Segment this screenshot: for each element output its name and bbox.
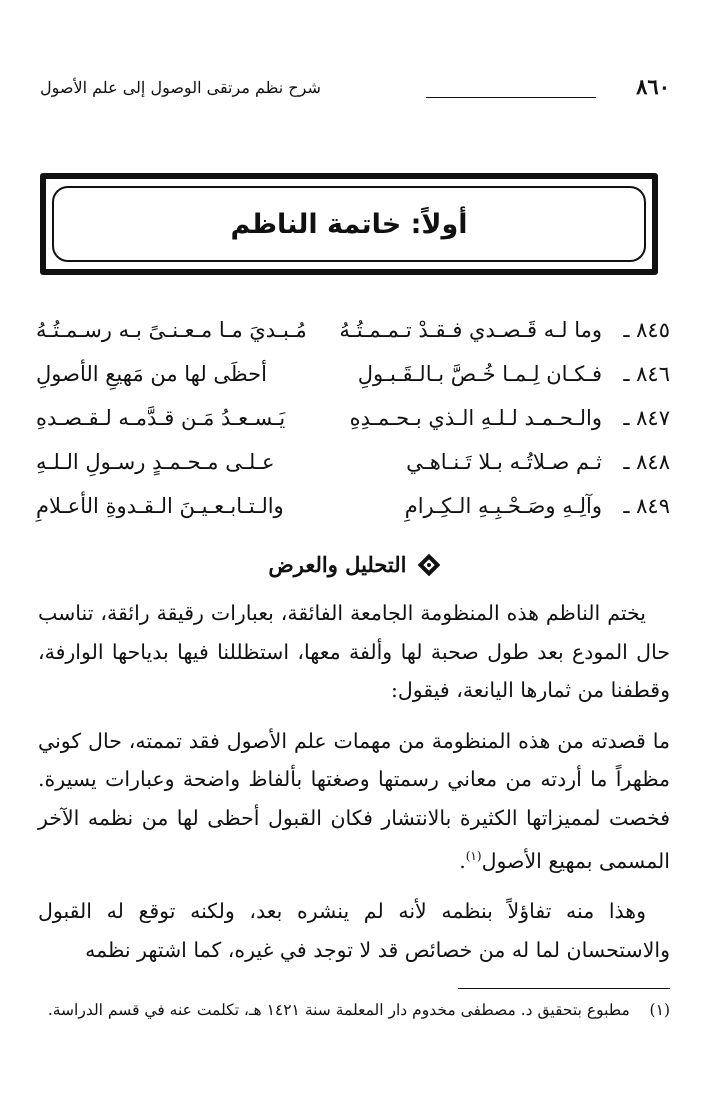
verse-second-hemistich: يَـسـعـدُ مَـن قـدَّمـه لـقـصـدهِ: [36, 406, 286, 430]
paragraph: [38, 722, 670, 881]
verse-line: [36, 494, 670, 538]
verse-second-hemistich: والـتـابـعـيـنَ الـقـدوةِ الأعـلامِ: [36, 494, 284, 518]
verse-second-hemistich: عـلـى مـحـمـدٍ رسـولِ الـلـهِ: [36, 450, 275, 474]
footnote-ref[interactable]: (١): [465, 849, 482, 863]
footnote: [38, 998, 670, 1022]
verse-number: ٨٤٩ ـ: [623, 494, 670, 518]
paragraph-end: .: [459, 848, 466, 873]
verse-second-hemistich: مُـبـديَ مـا مـعـنـىً بـه رسـمـتُـهُ: [36, 318, 307, 342]
header-rule: [426, 97, 596, 98]
verse-first-hemistich: وما لـه قَـصـدي فـقـدْ تـمـمـتُـهُ: [339, 318, 602, 342]
footnote-marker: (١): [649, 1001, 670, 1019]
title-frame: [40, 173, 658, 275]
footnote-text: مطبوع بتحقيق د. مصطفى مخدوم دار المعلمة سنة ١٤٢١ هـ، تكلمت عنه في قسم الدراسة.: [47, 1001, 630, 1019]
verses-block: [36, 318, 670, 538]
analysis-heading: [38, 552, 670, 584]
verse-line: [36, 406, 670, 450]
verse-line: [36, 318, 670, 362]
verse-line: [36, 362, 670, 406]
verse-first-hemistich: ثـم صـلاتُـه بـلا تَـنـاهـي: [406, 450, 602, 474]
running-header: [40, 72, 670, 106]
running-title: شرح نظم مرتقى الوصول إلى علم الأصول: [40, 78, 321, 97]
verse-first-hemistich: والـحـمـد لـلـهِ الـذي بـحـمـدِهِ: [349, 406, 602, 430]
verse-number: ٨٤٥ ـ: [623, 318, 670, 342]
paragraph: [38, 892, 670, 969]
ornament-icon: [418, 554, 440, 576]
verse-first-hemistich: فـكـان لِـمـا خُـصَّ بـالـقَـبـولِ: [357, 362, 602, 386]
verse-line: [36, 450, 670, 494]
verse-number: ٨٤٨ ـ: [623, 450, 670, 474]
verse-first-hemistich: وآلِـهِ وصَـحْـبِـهِ الـكِـرامِ: [404, 494, 602, 518]
commentary: [38, 594, 670, 969]
verse-number: ٨٤٦ ـ: [623, 362, 670, 386]
verse-number: ٨٤٧ ـ: [623, 406, 670, 430]
analysis-heading-text: التحليل والعرض: [268, 552, 407, 577]
paragraph-text: يختم الناظم هذه المنظومة الجامعة الفائقة، بعبارات رقيقة رائقة، تناسب حال المودع بعد طول صحبة لها وألفة معها، استظللنا فيها بدياحها الوارفة، وقطفنا من ثمارها اليانعة، فيقول:: [38, 601, 670, 702]
title-frame-inner: [52, 186, 646, 262]
paragraph: [38, 594, 670, 710]
section-title: أولاً: خاتمة الناظم: [230, 208, 468, 240]
paragraph-text: وهذا منه تفاؤلاً بنظمه لأنه لم ينشره بعد، ولكنه توقع له القبول والاستحسان لما له من خصائص قد لا توجد في غيره، كما اشتهر نظمه: [38, 899, 670, 962]
paragraph-text: ما قصدته من هذه المنظومة من مهمات علم الأصول فقد تممته، حال كوني مظهراً ما أردته من معاني رسمتها وصغتها بألفاظ واضحة وعبارات يسيرة. فخصت لمميزاتها الكثيرة بالانتشار فكان القبول أحظى لها من نظمه الآخر المسمى بمهيع الأصول: [38, 728, 670, 873]
footnote-rule: [458, 988, 670, 989]
verse-second-hemistich: أحظَى لها من مَهيعِ الأصولِ: [36, 362, 267, 386]
page-number: ٨٦٠: [636, 74, 670, 99]
